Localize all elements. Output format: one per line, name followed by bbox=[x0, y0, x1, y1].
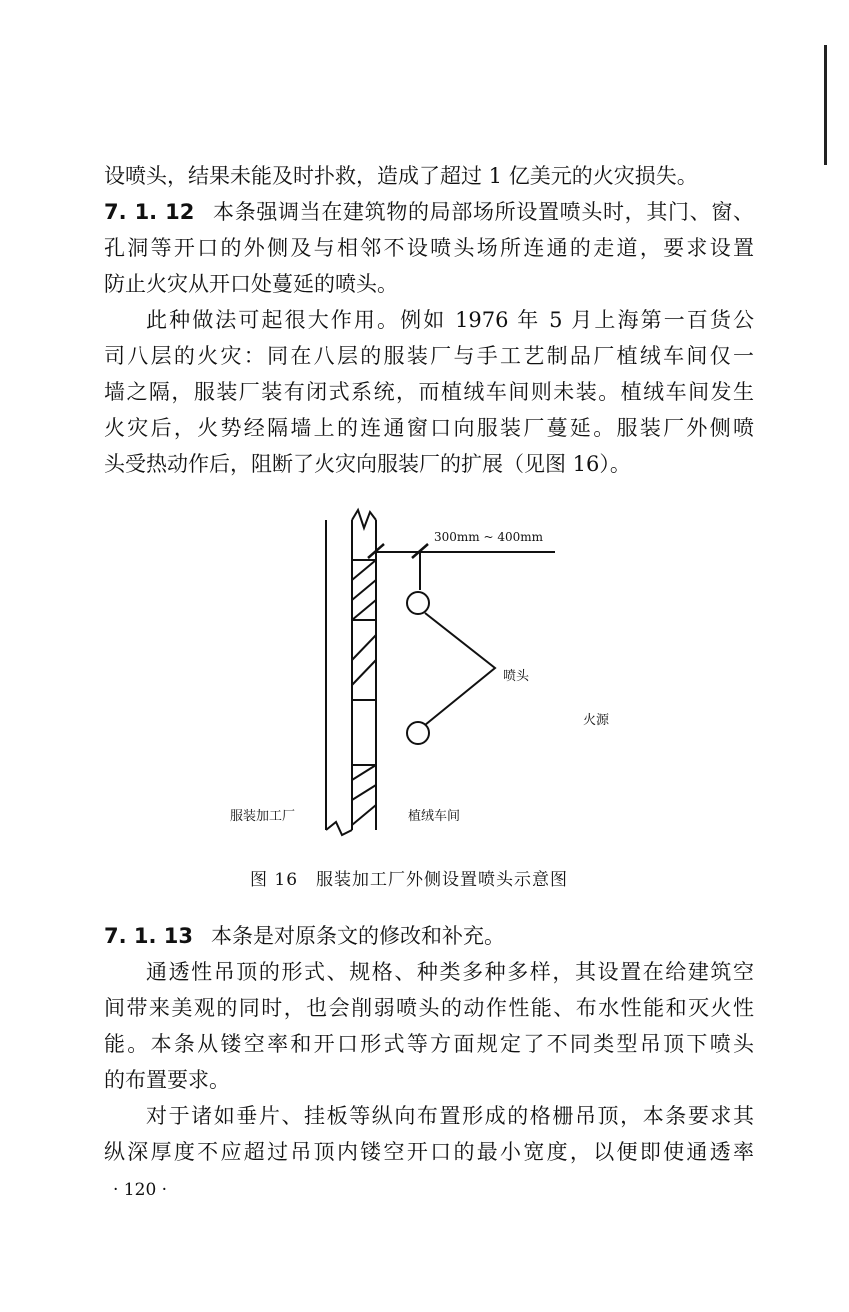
text-line: 本条强调当在建筑物的局部场所设置喷头时，其门、窗、 bbox=[212, 200, 754, 224]
figure-16-diagram bbox=[200, 500, 660, 850]
text-line: 纵深厚度不应超过吊顶内镂空开口的最小宽度，以便即使通透率 bbox=[104, 1140, 754, 1164]
fire-source-label: 火源 bbox=[583, 713, 610, 728]
leader-line bbox=[425, 613, 495, 725]
text-line: 防止火灾从开口处蔓延的喷头。 bbox=[104, 272, 398, 296]
paragraph-7-1-13 bbox=[104, 918, 754, 954]
text-line: 墙之隔，服装厂装有闭式系统，而植绒车间则未装。植绒车间发生 bbox=[104, 380, 754, 404]
figure-caption: 图 16 服装加工厂外侧设置喷头示意图 bbox=[250, 870, 569, 890]
text-line: 对于诸如垂片、挂板等纵向布置形成的格栅吊顶，本条要求其 bbox=[146, 1104, 754, 1128]
text-line: 此种做法可起很大作用。例如 1976 年 5 月上海第一百货公 bbox=[146, 308, 754, 332]
sprinkler-head-icon bbox=[407, 592, 429, 614]
text-line: 能。本条从镂空率和开口形式等方面规定了不同类型吊顶下喷头 bbox=[104, 1032, 754, 1056]
text-line: 火灾后，火势经隔墙上的连通窗口向服装厂蔓延。服装厂外侧喷 bbox=[104, 416, 754, 440]
right-room-label: 植绒车间 bbox=[408, 809, 461, 824]
paragraph-1 bbox=[104, 158, 754, 194]
sprinkler-label: 喷头 bbox=[503, 669, 530, 684]
section-number: 7. 1. 13 bbox=[104, 924, 194, 948]
paragraph-example bbox=[104, 302, 754, 482]
page-number: · 120 · bbox=[113, 1180, 168, 1200]
text-line: 司八层的火灾：同在八层的服装厂与手工艺制品厂植绒车间仅一 bbox=[104, 344, 754, 368]
text-line: 本条是对原条文的修改和补充。 bbox=[211, 924, 506, 948]
section-number: 7. 1. 12 bbox=[104, 200, 195, 224]
page-edge-line bbox=[824, 45, 827, 165]
left-room-label: 服装加工厂 bbox=[230, 809, 296, 824]
partition-wall bbox=[326, 510, 376, 835]
text-line: 头受热动作后，阻断了火灾向服装厂的扩展（见图 16）。 bbox=[104, 452, 631, 476]
text-line: 孔洞等开口的外侧及与相邻不设喷头场所连通的走道，要求设置 bbox=[104, 236, 754, 260]
text-line: 间带来美观的同时，也会削弱喷头的动作性能、布水性能和灭火性 bbox=[104, 996, 754, 1020]
text-line: 设喷头，结果未能及时扑救，造成了超过 1 亿美元的火灾损失。 bbox=[104, 164, 698, 188]
dimension-label: 300mm ~ 400mm bbox=[434, 530, 544, 544]
paragraph-ceiling-types bbox=[104, 954, 754, 1098]
paragraph-grille-ceiling bbox=[104, 1098, 754, 1170]
paragraph-7-1-12 bbox=[104, 194, 754, 302]
text-line: 通透性吊顶的形式、规格、种类多种多样，其设置在给建筑空 bbox=[146, 960, 754, 984]
text-line: 的布置要求。 bbox=[104, 1068, 230, 1092]
